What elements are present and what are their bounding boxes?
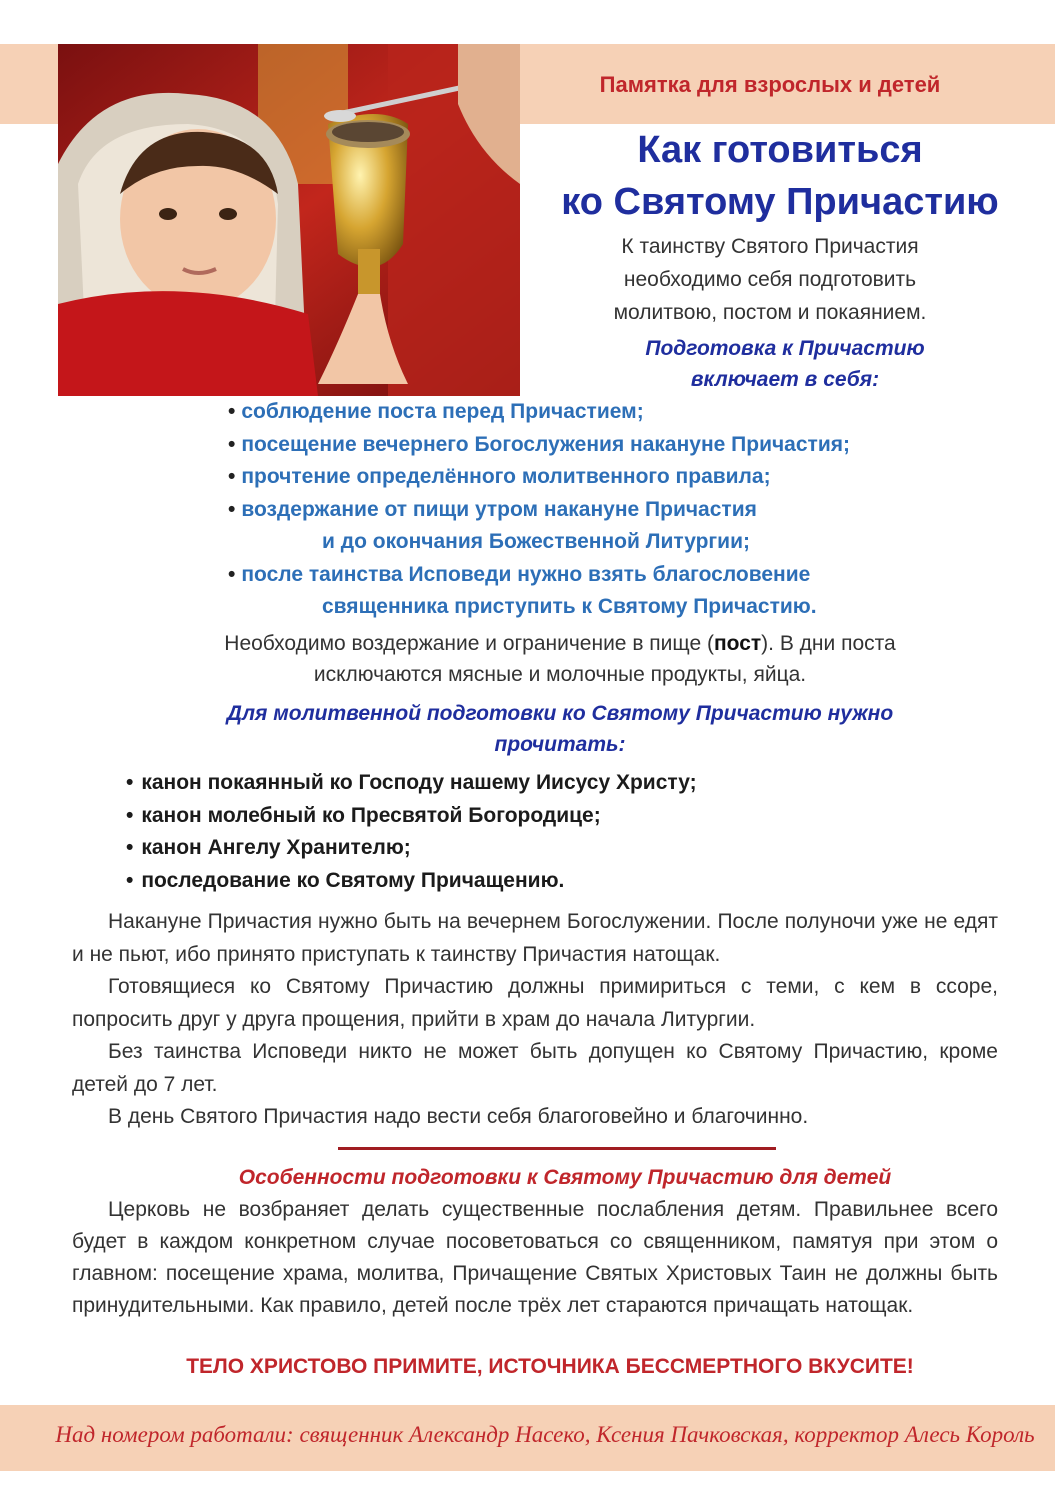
divider [338, 1147, 776, 1150]
list-item: • последование ко Святому Причащению. [126, 868, 565, 892]
bullet-icon: • [126, 868, 134, 892]
list-item-continuation: священника приступить к Святому Причастию. [322, 595, 817, 618]
bullet-icon: • [126, 803, 134, 827]
list-item: • прочтение определённого молитвенного правила; [228, 465, 771, 488]
subtitle: Памятка для взрослых и детей [599, 72, 941, 97]
list-item: • канон молебный ко Пресвятой Богородице; [126, 803, 601, 827]
bullet-icon: • [126, 836, 134, 859]
bullet-icon: • [228, 432, 236, 456]
list-item: • после таинства Исповеди нужно взять благословение [228, 562, 811, 586]
bullet-icon: • [228, 497, 236, 521]
list-item-continuation: и до окончания Божественной Литургии; [322, 530, 750, 553]
guidance-paragraphs [72, 906, 998, 1134]
credits: Над номером работали: священник Александр Насеко, Ксения Пачковская, корректор Алесь Король [55, 1422, 1035, 1447]
paragraph: Готовящиеся ко Святому Причастию должны примириться с теми, с кем в ссоре, попросить друг у друга прощения, прийти в храм до начала Литургии. [72, 975, 998, 1031]
children-heading: Особенности подготовки к Святому Причастию для детей [238, 1166, 892, 1189]
fasting-line-1: Необходимо воздержание и ограничение в пище (пост). В дни поста [224, 632, 896, 655]
fasting-line-2: исключаются мясные и молочные продукты, яйца. [313, 663, 807, 686]
intro-line-3: молитвою, постом и покаянием. [613, 301, 927, 324]
list-item: • канон Ангелу Хранителю; [126, 836, 411, 859]
bullet-icon: • [228, 562, 236, 586]
list-item: • воздержание от пищи утром накануне Причастия [228, 497, 757, 521]
paragraph: Накануне Причастия нужно быть на вечернем Богослужении. После полуночи уже не едят и не пьют, ибо принято приступать к таинству Причастия натощак. [72, 910, 998, 966]
intro-text [560, 230, 980, 329]
fasting-text [110, 628, 1010, 690]
bullet-icon: • [228, 400, 236, 423]
list-item: • соблюдение поста перед Причастием; [228, 400, 644, 423]
page-title [530, 124, 1030, 228]
preparation-heading-line-1: Подготовка к Причастию [645, 337, 925, 360]
prayer-heading-line-2: прочитать: [494, 733, 626, 756]
slogan: ТЕЛО ХРИСТОВО ПРИМИТЕ, ИСТОЧНИКА БЕССМЕРТНОГО ВКУСИТЕ! [186, 1355, 914, 1378]
title-line-1: Как готовиться [637, 129, 923, 171]
prayer-list [126, 767, 926, 897]
children-text: Церковь не возбраняет делать существенные послабления детям. Правильнее всего будет в каждом конкретном случае посоветоваться со священником, памятуя при этом о главном: посещение храма, молитва, Причащение Святых Христовых Таин не должны быть принудительными. Как правило, детей после трёх лет стараются причащать натощак. [72, 1198, 998, 1317]
title-line-2: ко Святому Причастию [561, 181, 999, 223]
list-item: • канон покаянный ко Господу нашему Иисусу Христу; [126, 771, 697, 794]
communion-photo-icon [58, 44, 520, 396]
list-item: • посещение вечернего Богослужения накануне Причастия; [228, 432, 850, 456]
preparation-list [228, 396, 988, 624]
preparation-heading [560, 333, 1010, 395]
intro-line-1: К таинству Святого Причастия [621, 235, 919, 258]
preparation-heading-line-2: включает в себя: [690, 368, 880, 391]
prayer-heading [150, 698, 970, 760]
prayer-heading-line-1: Для молитвенной подготовки ко Святому Причастию нужно [226, 702, 894, 725]
bullet-icon: • [126, 771, 134, 794]
paragraph: В день Святого Причастия надо вести себя благоговейно и благочинно. [108, 1105, 809, 1128]
bullet-icon: • [228, 465, 236, 488]
intro-line-2: необходимо себя подготовить [623, 268, 917, 291]
paragraph: Без таинства Исповеди никто не может быть допущен ко Святому Причастию, кроме детей до 7 лет. [72, 1040, 998, 1096]
